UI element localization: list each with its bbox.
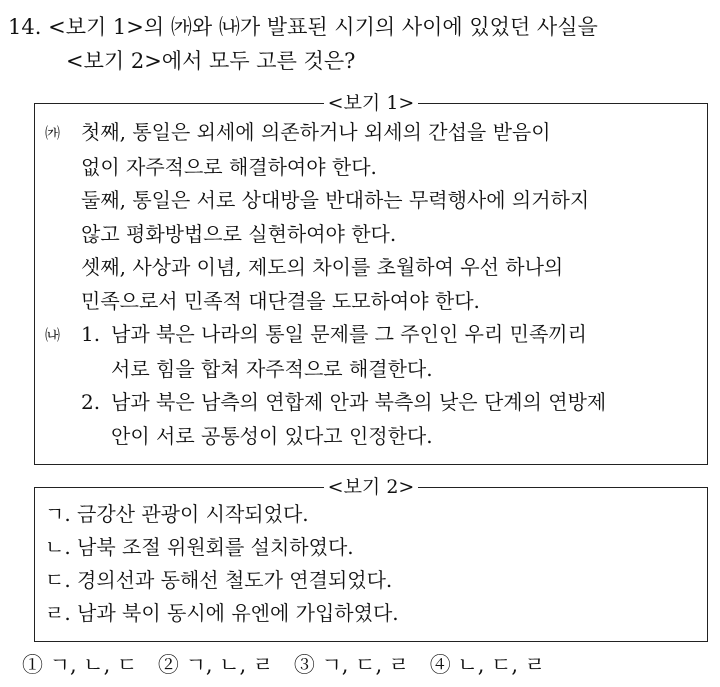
na-item-1-text-1: 남과 북은 나라의 통일 문제를 그 주인인 우리 민족끼리 <box>111 322 587 346</box>
option-item-rieul: ㄹ. 남과 북이 동시에 유엔에 가입하였다. <box>45 601 399 625</box>
ga-line-3: 둘째, 통일은 서로 상대방을 반대하는 무력행사에 의거하지 <box>81 188 590 212</box>
question-number: 14. <box>8 15 42 39</box>
reference-box-2-content <box>45 498 701 630</box>
reference-box-2-title-row <box>35 475 707 499</box>
answer-choice-3[interactable]: ③ ㄱ, ㄷ, ㄹ <box>293 653 410 677</box>
option-item-digeut: ㄷ. 경의선과 동해선 철도가 연결되었다. <box>45 568 393 592</box>
reference-box-1-content <box>45 116 701 453</box>
reference-box-1-title: <보기 1> <box>324 92 419 114</box>
answer-choice-4[interactable]: ④ ㄴ, ㄷ, ㄹ <box>429 653 545 677</box>
reference-box-2 <box>34 476 708 642</box>
ga-line-2: 없이 자주적으로 해결하여야 한다. <box>81 154 377 179</box>
na-item-2-line-1 <box>45 386 701 420</box>
ga-line-4: 않고 평화방법으로 실현하여야 한다. <box>81 221 397 246</box>
ga-marker: ㈎ <box>45 124 61 142</box>
na-item-1-number: 1. <box>81 322 101 346</box>
option-item-nieun: ㄴ. 남북 조절 위원회를 설치하였다. <box>45 535 354 559</box>
na-item-2-number: 2. <box>81 390 101 414</box>
answer-choice-2[interactable]: ② ㄱ, ㄴ, ㄹ <box>157 653 274 677</box>
reference-box-2-title: <보기 2> <box>324 476 419 498</box>
question-line-2: <보기 2>에서 모두 고른 것은? <box>66 49 356 73</box>
question-stem <box>8 10 714 78</box>
answer-choices <box>22 648 720 682</box>
ga-line-1 <box>45 116 701 151</box>
ga-line-6: 민족으로서 민족적 대단결을 도모하여야 한다. <box>81 288 480 313</box>
reference-box-1 <box>34 92 708 465</box>
ga-text-1: 첫째, 통일은 외세에 의존하거나 외세의 간섭을 받음이 <box>81 120 551 144</box>
reference-box-1-title-row <box>35 91 707 115</box>
na-item-2-line-2: 안이 서로 공통성이 있다고 인정한다. <box>111 423 433 448</box>
na-marker: ㈏ <box>45 326 61 344</box>
ga-line-5: 셋째, 사상과 이념, 제도의 차이를 초월하여 우선 하나의 <box>81 255 564 279</box>
na-item-2-text-1: 남과 북은 남측의 연합제 안과 북측의 낮은 단계의 연방제 <box>111 390 607 414</box>
answer-choice-1[interactable]: ① ㄱ, ㄴ, ㄷ <box>22 653 138 677</box>
na-item-1-line-1 <box>45 318 701 353</box>
na-item-1-line-2: 서로 힘을 합쳐 자주적으로 해결한다. <box>111 356 433 381</box>
option-item-giyeok: ㄱ. 금강산 관광이 시작되었다. <box>45 502 309 526</box>
question-line-1 <box>8 10 714 44</box>
question-text-1: <보기 1>의 ㈎와 ㈏가 발표된 시기의 사이에 있었던 사실을 <box>48 15 598 39</box>
